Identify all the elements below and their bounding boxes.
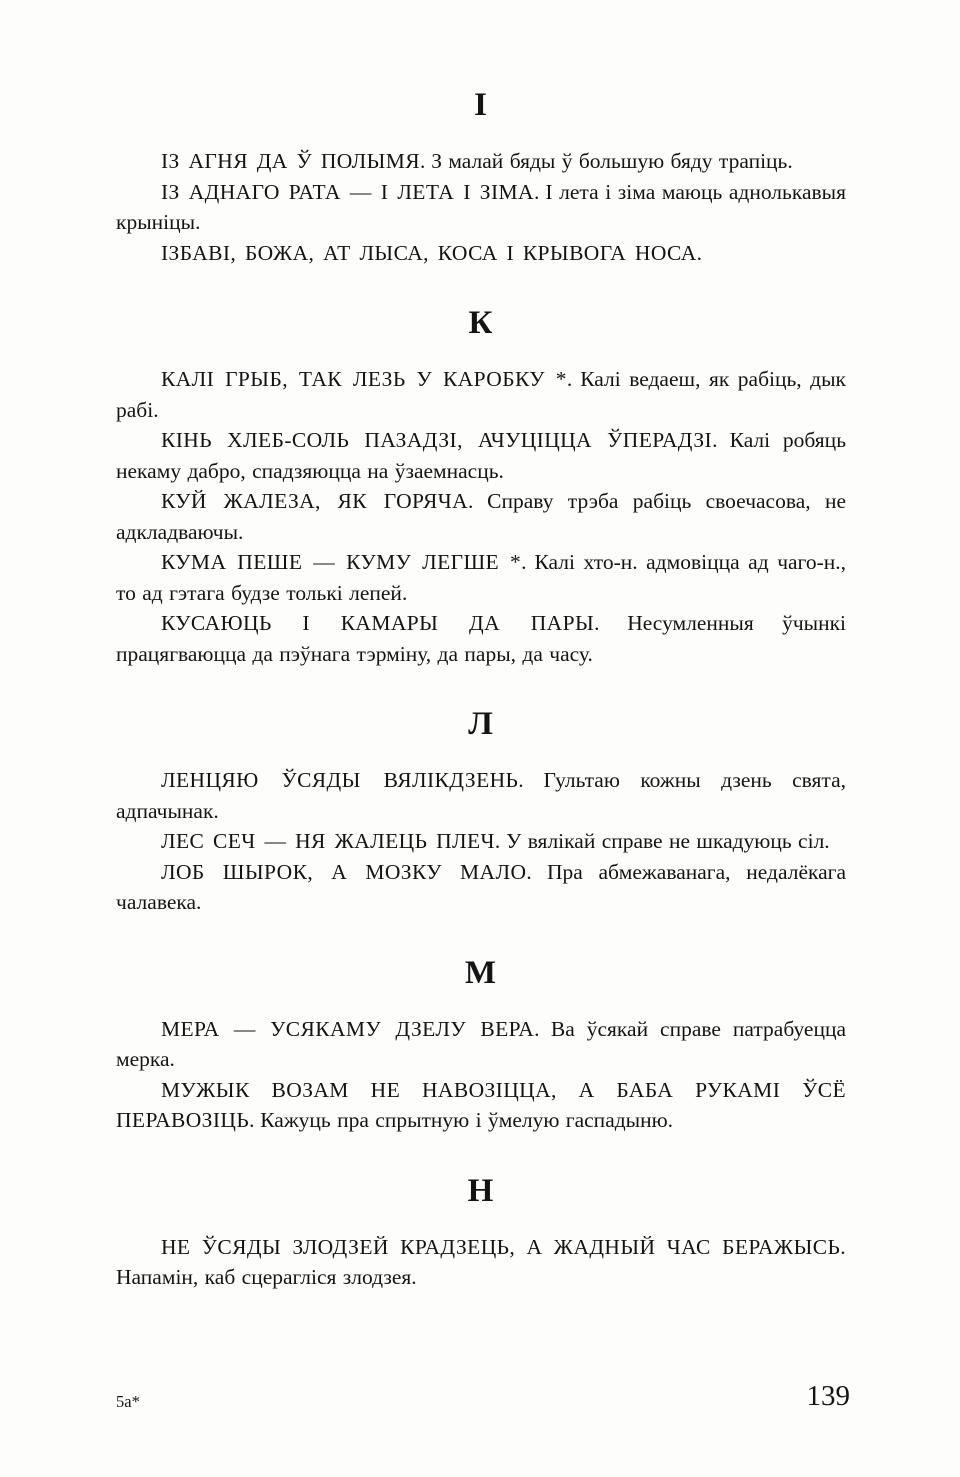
proverb-headword: КУЙ ЖАЛЕЗА, ЯК ГОРЯЧА. xyxy=(161,489,474,513)
proverb-headword: КАЛІ ГРЫБ, ТАК ЛЕЗЬ У КАРОБКУ *. xyxy=(161,367,573,391)
proverb-definition: Калі ведаеш, як рабіць, дык рабі. xyxy=(116,367,846,422)
proverb-entry xyxy=(116,765,846,826)
proverb-entry xyxy=(116,1232,846,1293)
proverb-headword: КУМА ПЕШЕ — КУМУ ЛЕГШЕ *. xyxy=(161,550,527,574)
proverb-entry xyxy=(116,1014,846,1075)
proverb-definition: У вялікай справе не шкадуюць сіл. xyxy=(506,829,830,853)
proverb-entry xyxy=(116,608,846,669)
proverb-entry xyxy=(116,486,846,547)
proverb-entry xyxy=(116,857,846,918)
proverb-headword: ІЗ АГНЯ ДА Ў ПОЛЫМЯ. xyxy=(161,149,426,173)
proverb-headword: ЛЕНЦЯЮ ЎСЯДЫ ВЯЛІКДЗЕНЬ. xyxy=(161,768,525,792)
proverb-headword: МУЖЫК ВОЗАМ НЕ НАВОЗІЦЦА, А БАБА РУКАМІ ЎСЁ ПЕРАВОЗІЦЬ. xyxy=(116,1077,846,1132)
proverb-headword: ЛОБ ШЫРОК, А МОЗКУ МАЛО. xyxy=(161,859,533,884)
page-number: 139 xyxy=(806,1380,850,1412)
proverb-entry xyxy=(116,177,846,238)
section-heading-n: Н xyxy=(467,1172,495,1209)
section-heading-k: К xyxy=(468,305,494,341)
proverb-headword: ІЗ АДНАГО РАТА — І ЛЕТА І ЗІМА. xyxy=(161,179,540,204)
proverb-definition: Пра абмежаванага, недалёкага чалавека. xyxy=(116,859,847,914)
proverb-definition: З малай бяды ў большую бяду трапіць. xyxy=(431,149,793,173)
proverb-definition: Несумленныя ўчынкі працягваюцца да пэўнага тэрміну, да пары, да часу. xyxy=(116,611,847,666)
proverb-entry xyxy=(116,146,846,177)
proverb-definition: Напамін, каб сцерагліся злодзея. xyxy=(116,1265,417,1289)
proverb-definition: Калі хто-н. адмовіцца ад чаго-н., то ад гэтага будзе толькі лепей. xyxy=(116,550,846,605)
proverb-entry xyxy=(116,238,846,269)
proverb-headword: НЕ ЎСЯДЫ ЗЛОДЗЕЙ КРАДЗЕЦЬ, А ЖАДНЫЙ ЧАС БЕРАЖЫСЬ. xyxy=(161,1234,846,1259)
proverb-entry xyxy=(116,547,846,608)
proverb-headword: МЕРА — УСЯКАМУ ДЗЕЛУ ВЕРА. xyxy=(161,1016,540,1041)
proverb-definition: Справу трэба рабіць своечасова, не адкладваючы. xyxy=(116,489,847,544)
proverb-entry xyxy=(116,1075,846,1136)
proverb-headword: КІНЬ ХЛЕБ-СОЛЬ ПАЗАДЗІ, АЧУЦІЦЦА ЎПЕРАДЗІ. xyxy=(161,428,718,452)
section-heading-l: Л xyxy=(468,706,494,742)
page-footer xyxy=(116,1380,850,1412)
section-heading-m: М xyxy=(464,954,498,991)
proverb-entry xyxy=(116,425,846,486)
proverb-headword: КУСАЮЦЬ І КАМАРЫ ДА ПАРЫ. xyxy=(161,611,600,635)
section-heading-i: І xyxy=(474,87,488,123)
proverb-definition: Калі робяць некаму дабро, спадзяюцца на ўзаемнасць. xyxy=(116,428,846,483)
signature-mark: 5а* xyxy=(116,1392,140,1411)
proverb-definition: І лета і зіма маюць аднолькавыя крыніцы. xyxy=(116,179,846,234)
proverb-entry xyxy=(116,364,846,425)
proverb-entry xyxy=(116,826,846,857)
proverb-headword: ЛЕС СЕЧ — НЯ ЖАЛЕЦЬ ПЛЕЧ. xyxy=(161,829,501,853)
proverb-definition: Кажуць пра спрытную і ўмелую гаспадыню. xyxy=(260,1108,674,1132)
proverb-definition: Ва ўсякай справе патрабуецца мерка. xyxy=(116,1016,847,1071)
proverb-definition: Гультаю кожны дзень свята, адпачынак. xyxy=(116,768,846,823)
proverb-headword: ІЗБАВІ, БОЖА, АТ ЛЫСА, КОСА І КРЫВОГА НОСА. xyxy=(161,240,703,265)
